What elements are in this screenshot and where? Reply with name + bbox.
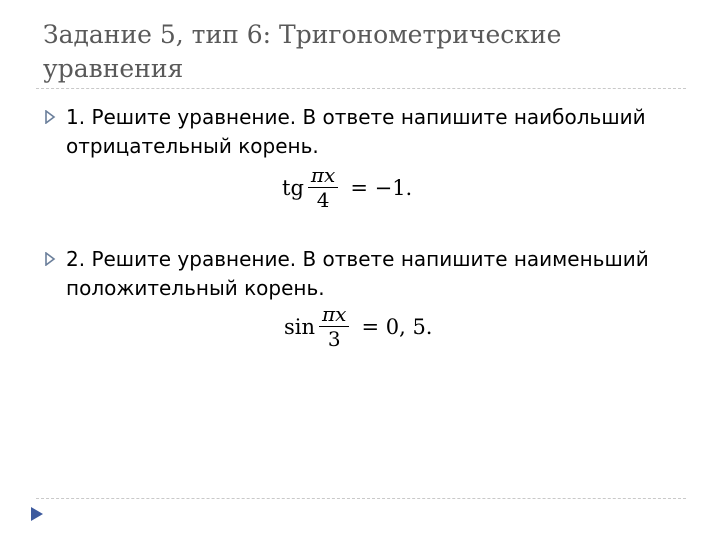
formula-fraction bbox=[319, 302, 349, 351]
task-1-text: 1. Решите уравнение. В ответе напишите наибольший отрицательный корень. bbox=[66, 105, 646, 158]
formula-denominator: 4 bbox=[316, 188, 330, 212]
formula-fraction bbox=[308, 163, 338, 212]
formula-function: sin bbox=[284, 314, 316, 339]
formula-numerator: πx bbox=[310, 163, 336, 187]
task-1-formula bbox=[282, 163, 412, 212]
slide-title: Задание 5, тип 6: Тригонометрические уравнения bbox=[43, 20, 562, 83]
formula-denominator: 3 bbox=[327, 327, 341, 351]
formula-function: tg bbox=[282, 175, 304, 200]
triangle-bullet-icon bbox=[44, 252, 56, 266]
formula-numerator: πx bbox=[322, 302, 347, 326]
footer-divider bbox=[36, 498, 686, 499]
next-slide-arrow-icon[interactable] bbox=[30, 506, 44, 522]
task-2-formula bbox=[284, 302, 433, 351]
title-divider bbox=[36, 88, 686, 89]
formula-rhs: = 0, 5. bbox=[361, 314, 433, 339]
formula-rhs: = −1. bbox=[350, 175, 413, 200]
triangle-bullet-icon bbox=[44, 110, 56, 124]
task-2-text: 2. Решите уравнение. В ответе напишите наименьший положительный корень. bbox=[66, 247, 649, 300]
